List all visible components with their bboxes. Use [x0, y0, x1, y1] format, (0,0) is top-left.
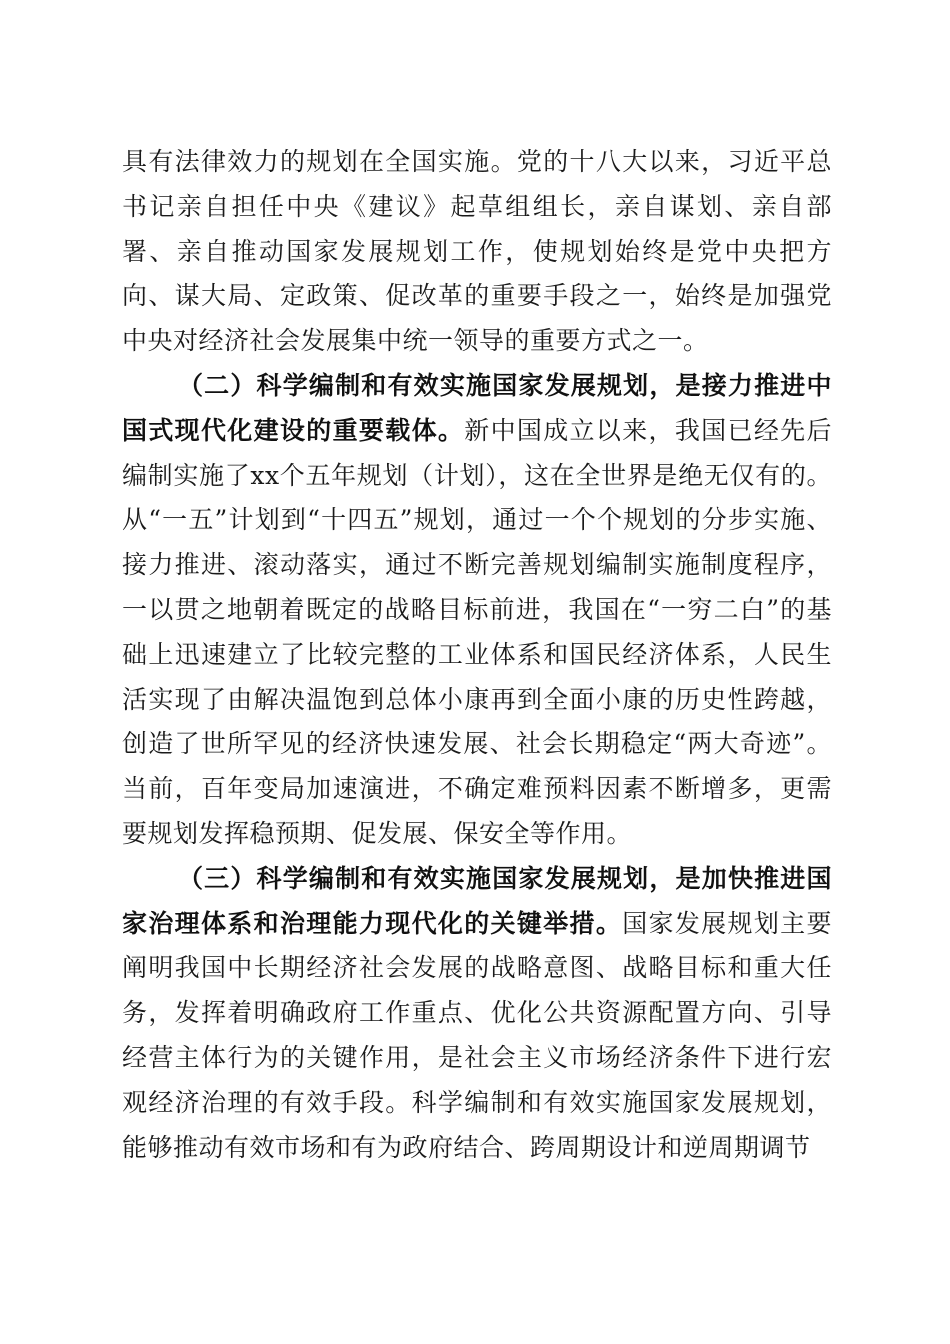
paragraph-text: 新中国成立以来，我国已经先后编制实施了xx个五年规划（计划），这在全世界是绝无仅有的。从“一五”计划到“十四五”规划，通过一个个规划的分步实施、接力推进、滚动落实，通过不断完善规划编制实施制度程序，一以贯之地朝着既定的战略目标前进，我国在“一穷二白”的基础上迅速建立了比较完整的工业体系和国民经济体系，人民生活实现了由解决温饱到总体小康再到全面小康的历史性跨越，创造了世所罕见的经济快速发展、社会长期稳定“两大奇迹”。当前，百年变局加速演进，不确定难预料因素不断增多，更需要规划发挥稳预期、促发展、保安全等作用。: [122, 415, 832, 848]
paragraph-continuation: [122, 140, 832, 364]
paragraph-section-3: [122, 857, 832, 1171]
paragraph-text: 国家发展规划主要阐明我国中长期经济社会发展的战略意图、战略目标和重大任务，发挥着明确政府工作重点、优化公共资源配置方向、引导经营主体行为的关键作用，是社会主义市场经济条件下进行宏观经济治理的有效手段。科学编制和有效实施国家发展规划，能够推动有效市场和有为政府结合、跨周期设计和逆周期调节: [122, 908, 832, 1162]
paragraph-text: 具有法律效力的规划在全国实施。党的十八大以来，习近平总书记亲自担任中央《建议》起草组组长，亲自谋划、亲自部署、亲自推动国家发展规划工作，使规划始终是党中央把方向、谋大局、定政策、促改革的重要手段之一，始终是加强党中央对经济社会发展集中统一领导的重要方式之一。: [122, 147, 832, 356]
section-3-heading: （三）科学编制和有效实施国家发展规划，是加快推进国家治理体系和治理能力现代化的关键举措。: [122, 863, 832, 938]
section-2-heading: （二）科学编制和有效实施国家发展规划，是接力推进中国式现代化建设的重要载体。: [122, 370, 832, 445]
document-body: [122, 140, 832, 1170]
paragraph-section-2: [122, 364, 832, 857]
